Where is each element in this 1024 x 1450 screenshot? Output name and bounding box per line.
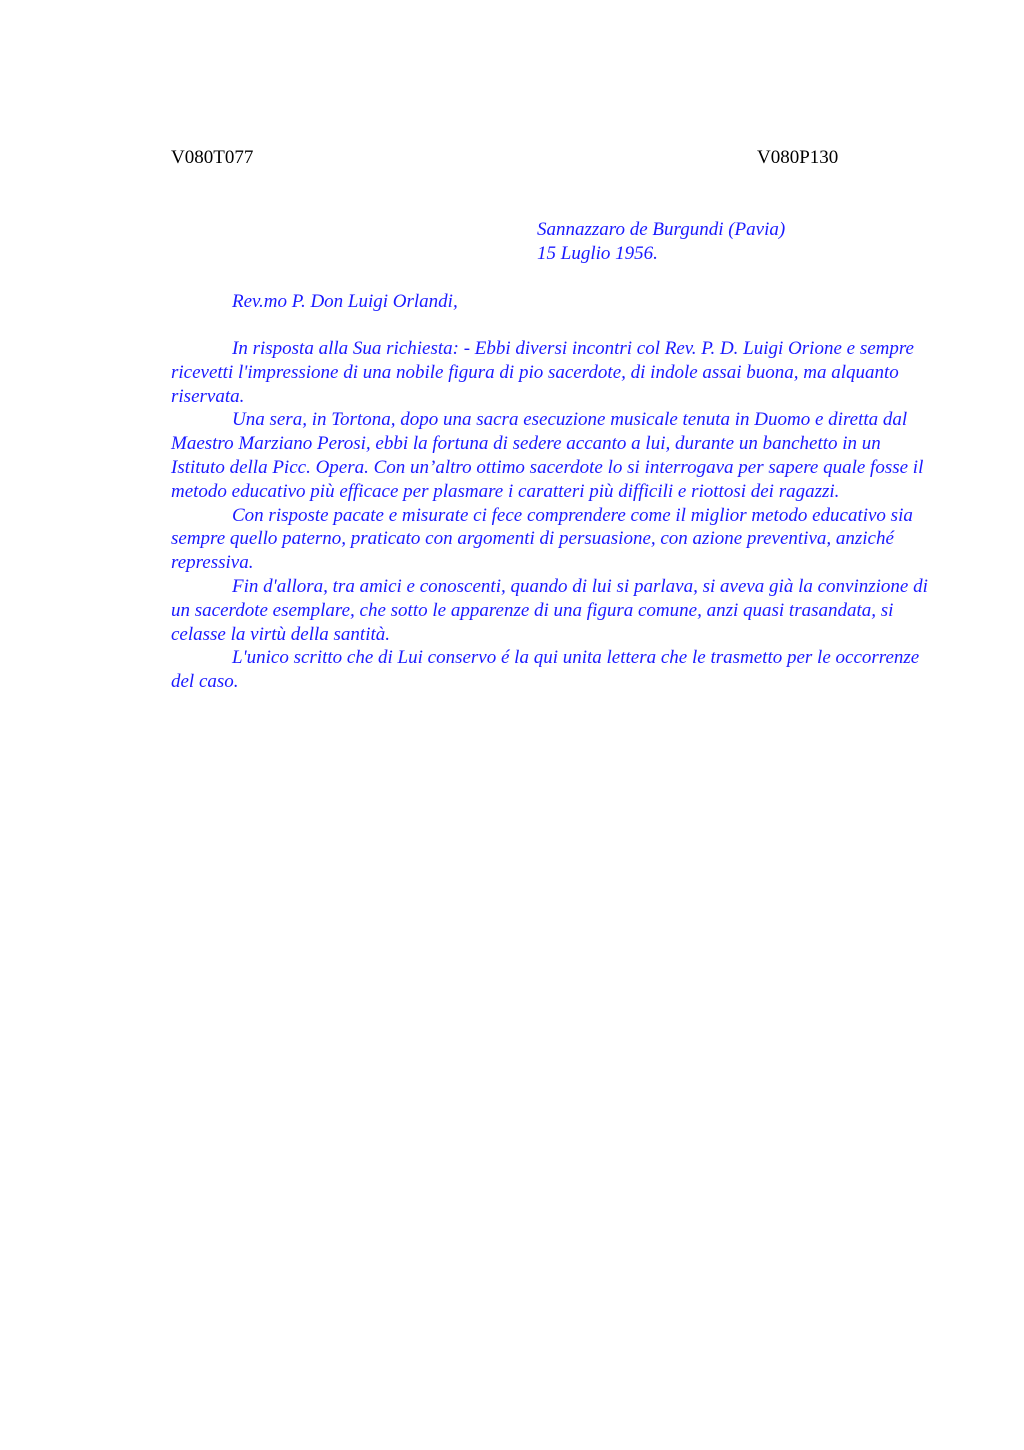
letter-paragraph: Con risposte pacate e misurate ci fece comprendere come il miglior metodo educativo sia sempre quello paterno, praticato con argomenti di persuasione, con azione preventiva, anziché repressiva. (171, 504, 913, 574)
letter-place: Sannazzaro de Burgundi (Pavia) (537, 219, 786, 240)
letter-paragraph: Fin d'allora, tra amici e conoscenti, quando di lui si parlava, si aveva già la convinzione di un sacerdote esemplare, che sotto le apparenze di una figura comune, anzi quasi trasandata, si celasse la virtù della santità. (171, 575, 928, 645)
letter-salutation: Rev.mo P. Don Luigi Orlandi, (232, 291, 458, 312)
letter-date: 15 Luglio 1956. (537, 243, 658, 264)
letter-paragraph: L'unico scritto che di Lui conservo é la qui unita lettera che le trasmetto per le occorrenze del caso. (171, 647, 920, 693)
document-code-right: V080P130 (757, 147, 839, 168)
letter-body (171, 337, 936, 694)
letter-paragraph: In risposta alla Sua richiesta: - Ebbi diversi incontri col Rev. P. D. Luigi Orione e sempre ricevetti l'impressione di una nobile figura di pio sacerdote, di indole assai buona, ma alquanto riservata. (171, 338, 914, 407)
document-code-left: V080T077 (171, 147, 254, 168)
letter-place-date (537, 218, 785, 266)
letter-paragraph: Una sera, in Tortona, dopo una sacra esecuzione musicale tenuta in Duomo e diretta dal Maestro Marziano Perosi, ebbi la fortuna di sedere accanto a lui, durante un banchetto in un Istituto della Picc. Opera. Con un’altro ottimo sacerdote lo si interrogava per sapere quale fosse il metodo educativo più efficace per plasmare i caratteri più difficili e riottosi dei ragazzi. (171, 409, 924, 502)
